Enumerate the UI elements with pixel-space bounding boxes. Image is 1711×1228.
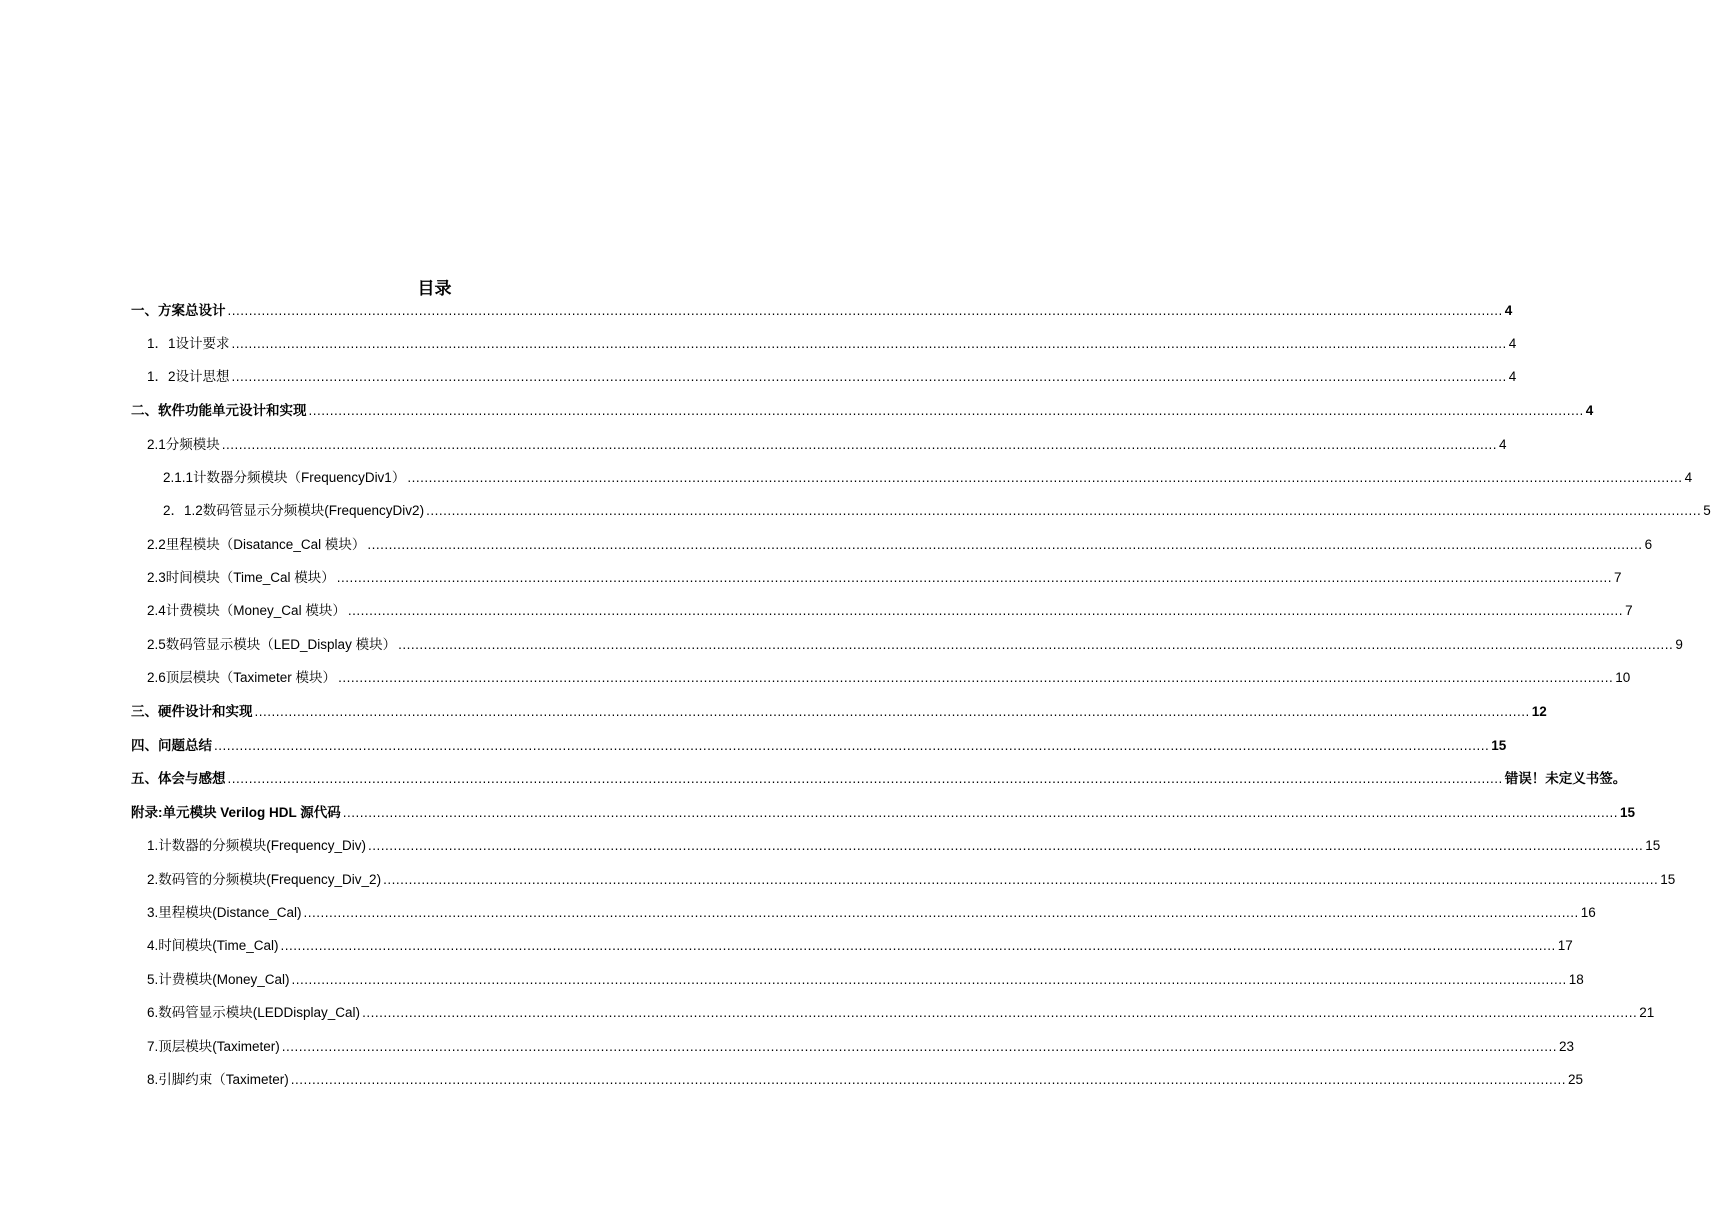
toc-entry[interactable] xyxy=(163,502,1711,520)
toc-dot-leader: ............................................................................................................................................................................................................................................................................................................ xyxy=(362,1005,1638,1020)
toc-entry-number: 2.2 xyxy=(147,537,166,552)
toc-dot-leader: ............................................................................................................................................................................................................................................................................................................ xyxy=(426,503,1702,518)
toc-entry-page: 4 xyxy=(1585,403,1594,418)
toc-entry[interactable] xyxy=(131,402,1594,420)
toc-entry-label: 时间模块(Time_Cal) xyxy=(158,938,279,953)
toc-entry-label: 设计思想 xyxy=(175,369,230,384)
toc-entry-number: 4. xyxy=(147,938,159,953)
toc-entry-number: 2.5 xyxy=(147,637,166,652)
toc-dot-leader: ............................................................................................................................................................................................................................................................................................................ xyxy=(367,537,1643,552)
toc-dot-leader: ............................................................................................................................................................................................................................................................................................................ xyxy=(214,738,1490,753)
toc-dot-leader: ............................................................................................................................................................................................................................................................................................................ xyxy=(281,1039,1558,1054)
toc-entry-number: 1. xyxy=(147,838,159,853)
toc-entry[interactable] xyxy=(147,971,1584,989)
toc-entry-number: 5. xyxy=(147,972,159,987)
toc-entry-page: 23 xyxy=(1559,1039,1575,1054)
toc-dot-leader: ............................................................................................................................................................................................................................................................................................................ xyxy=(227,303,1503,318)
toc-entry-label: 计数器的分频模块(Frequency_Div) xyxy=(158,838,367,853)
toc-entry-label: 分频模块 xyxy=(165,437,220,452)
toc-entry-label: 计费模块（Money_Cal 模块） xyxy=(165,603,346,618)
toc-entry-number: 附录: xyxy=(131,805,163,820)
toc-entry[interactable] xyxy=(147,569,1622,587)
toc-entry[interactable] xyxy=(147,837,1661,855)
toc-entry-label: 方案总设计 xyxy=(158,303,226,318)
toc-dot-leader: ............................................................................................................................................................................................................................................................................................................ xyxy=(342,805,1619,820)
toc-entry-label: 引脚约束（Taximeter) xyxy=(158,1072,289,1087)
toc-entry-page: 4 xyxy=(1684,470,1693,485)
toc-dot-leader: ............................................................................................................................................................................................................................................................................................................ xyxy=(368,838,1644,853)
toc-dot-leader: ............................................................................................................................................................................................................................................................................................................ xyxy=(221,437,1498,452)
toc-entry-label: 里程模块(Distance_Cal) xyxy=(158,905,302,920)
toc-entry-label: 体会与感想 xyxy=(158,771,226,786)
toc-entry-label: 设计要求 xyxy=(175,336,230,351)
toc-entry-number: 8. xyxy=(147,1072,159,1087)
toc-entry[interactable] xyxy=(147,1038,1575,1056)
toc-entry-number: 2.1 xyxy=(147,437,166,452)
toc-entry-label: 问题总结 xyxy=(158,738,212,753)
toc-dot-leader: ............................................................................................................................................................................................................................................................................................................ xyxy=(383,872,1659,887)
toc-entry[interactable] xyxy=(147,871,1676,889)
toc-entry[interactable] xyxy=(131,703,1547,721)
toc-entry-page: 7 xyxy=(1614,570,1622,585)
toc-entry-page: 5 xyxy=(1703,503,1711,518)
toc-entry[interactable] xyxy=(147,904,1596,922)
toc-entry-number: 五、 xyxy=(131,771,158,786)
toc-entry-page: 4 xyxy=(1508,336,1517,351)
toc-entry[interactable] xyxy=(147,602,1633,620)
toc-dot-leader: ............................................................................................................................................................................................................................................................................................................ xyxy=(308,403,1584,418)
toc-entry-number: 6. xyxy=(147,1005,159,1020)
toc-entry-page: 4 xyxy=(1504,303,1513,318)
toc-entry-page: 15 xyxy=(1660,872,1676,887)
toc-entry-page: 10 xyxy=(1615,670,1631,685)
toc-entry-number: 二、 xyxy=(131,403,158,418)
toc-entry[interactable] xyxy=(147,368,1517,386)
toc-entry-label: 计数器分频模块（FrequencyDiv1） xyxy=(193,470,406,485)
toc-entry-page: 25 xyxy=(1568,1072,1584,1087)
toc-entry-number: 1．2 xyxy=(147,369,176,384)
toc-entry-number: 三、 xyxy=(131,704,158,719)
toc-title: 目录 xyxy=(417,279,452,298)
toc-entry-page: 15 xyxy=(1491,738,1507,753)
toc-entry-label: 单元模块 Verilog HDL 源代码 xyxy=(162,805,341,820)
toc-dot-leader: ............................................................................................................................................................................................................................................................................................................ xyxy=(407,470,1683,485)
toc-entry-number: 2.6 xyxy=(147,670,166,685)
toc-entry-number: 2.4 xyxy=(147,603,166,618)
toc-entry-label: 里程模块（Disatance_Cal 模块） xyxy=(165,537,366,552)
toc-entry-number: 7. xyxy=(147,1039,159,1054)
toc-entry-page: 21 xyxy=(1639,1005,1655,1020)
toc-entry-page: 15 xyxy=(1620,805,1636,820)
toc-entry-page: 16 xyxy=(1580,905,1596,920)
toc-dot-leader: ............................................................................................................................................................................................................................................................................................................ xyxy=(398,637,1674,652)
toc-entry-page: 9 xyxy=(1675,637,1683,652)
toc-dot-leader: ............................................................................................................................................................................................................................................................................................................ xyxy=(303,905,1579,920)
toc-entry[interactable] xyxy=(147,536,1653,554)
toc-entry-number: 2. xyxy=(147,872,159,887)
toc-entry-number: 2.3 xyxy=(147,570,166,585)
toc-entry[interactable] xyxy=(131,804,1636,822)
toc-entry[interactable] xyxy=(163,469,1693,487)
toc-entry[interactable] xyxy=(131,737,1507,755)
toc-entry[interactable] xyxy=(147,1004,1655,1022)
toc-entry-number: 3. xyxy=(147,905,159,920)
toc-entry[interactable] xyxy=(147,1071,1584,1089)
toc-entry[interactable] xyxy=(147,335,1517,353)
toc-entry-number: 一、 xyxy=(131,303,158,318)
toc-dot-leader: ............................................................................................................................................................................................................................................................................................................ xyxy=(254,704,1530,719)
toc-entry-page: 18 xyxy=(1568,972,1584,987)
toc-entry[interactable] xyxy=(147,669,1631,687)
toc-dot-leader: ............................................................................................................................................................................................................................................................................................................ xyxy=(290,1072,1567,1087)
toc-dot-leader: ............................................................................................................................................................................................................................................................................................................ xyxy=(338,670,1614,685)
toc-dot-leader: ............................................................................................................................................................................................................................................................................................................ xyxy=(227,771,1503,786)
toc-dot-leader: ............................................................................................................................................................................................................................................................................................................ xyxy=(231,369,1507,384)
toc-entry-label: 顶层模块(Taximeter) xyxy=(158,1039,280,1054)
toc-entry-label: 时间模块（Time_Cal 模块） xyxy=(165,570,335,585)
toc-entry[interactable] xyxy=(147,937,1573,955)
toc-entry[interactable] xyxy=(131,302,1513,320)
toc-dot-leader: ............................................................................................................................................................................................................................................................................................................ xyxy=(280,938,1556,953)
toc-entry-number: 2．1.2 xyxy=(163,503,203,518)
toc-entry-page: 4 xyxy=(1508,369,1517,384)
toc-entry-label: 数码管的分频模块(Frequency_Div_2) xyxy=(158,872,382,887)
toc-entry-label: 数码管显示分频模块(FrequencyDiv2) xyxy=(202,503,425,518)
toc-entry[interactable] xyxy=(131,770,1627,788)
toc-entry-number: 2.1.1 xyxy=(163,470,194,485)
toc-entry-label: 数码管显示模块(LEDDisplay_Cal) xyxy=(158,1005,361,1020)
toc-entry-page: 17 xyxy=(1557,938,1573,953)
toc-entry[interactable] xyxy=(147,636,1683,654)
toc-entry-page: 错误！未定义书签。 xyxy=(1504,771,1627,786)
toc-entry-page: 6 xyxy=(1644,537,1653,552)
toc-entry-label: 顶层模块（Taximeter 模块） xyxy=(165,670,337,685)
toc-entry-page: 15 xyxy=(1645,838,1661,853)
toc-dot-leader: ............................................................................................................................................................................................................................................................................................................ xyxy=(336,570,1613,585)
toc-entry-label: 软件功能单元设计和实现 xyxy=(158,403,307,418)
toc-entry-number: 四、 xyxy=(131,738,158,753)
toc-entry-number: 1．1 xyxy=(147,336,176,351)
toc-entry-label: 硬件设计和实现 xyxy=(158,704,253,719)
toc-entry[interactable] xyxy=(147,436,1507,454)
toc-entry-label: 数码管显示模块（LED_Display 模块） xyxy=(165,637,397,652)
toc-dot-leader: ............................................................................................................................................................................................................................................................................................................ xyxy=(231,336,1507,351)
toc-entry-page: 7 xyxy=(1625,603,1633,618)
toc-dot-leader: ............................................................................................................................................................................................................................................................................................................ xyxy=(347,603,1624,618)
toc-dot-leader: ............................................................................................................................................................................................................................................................................................................ xyxy=(291,972,1567,987)
toc-entry-page: 12 xyxy=(1531,704,1547,719)
toc-entry-page: 4 xyxy=(1499,437,1507,452)
toc-entry-label: 计费模块(Money_Cal) xyxy=(158,972,290,987)
